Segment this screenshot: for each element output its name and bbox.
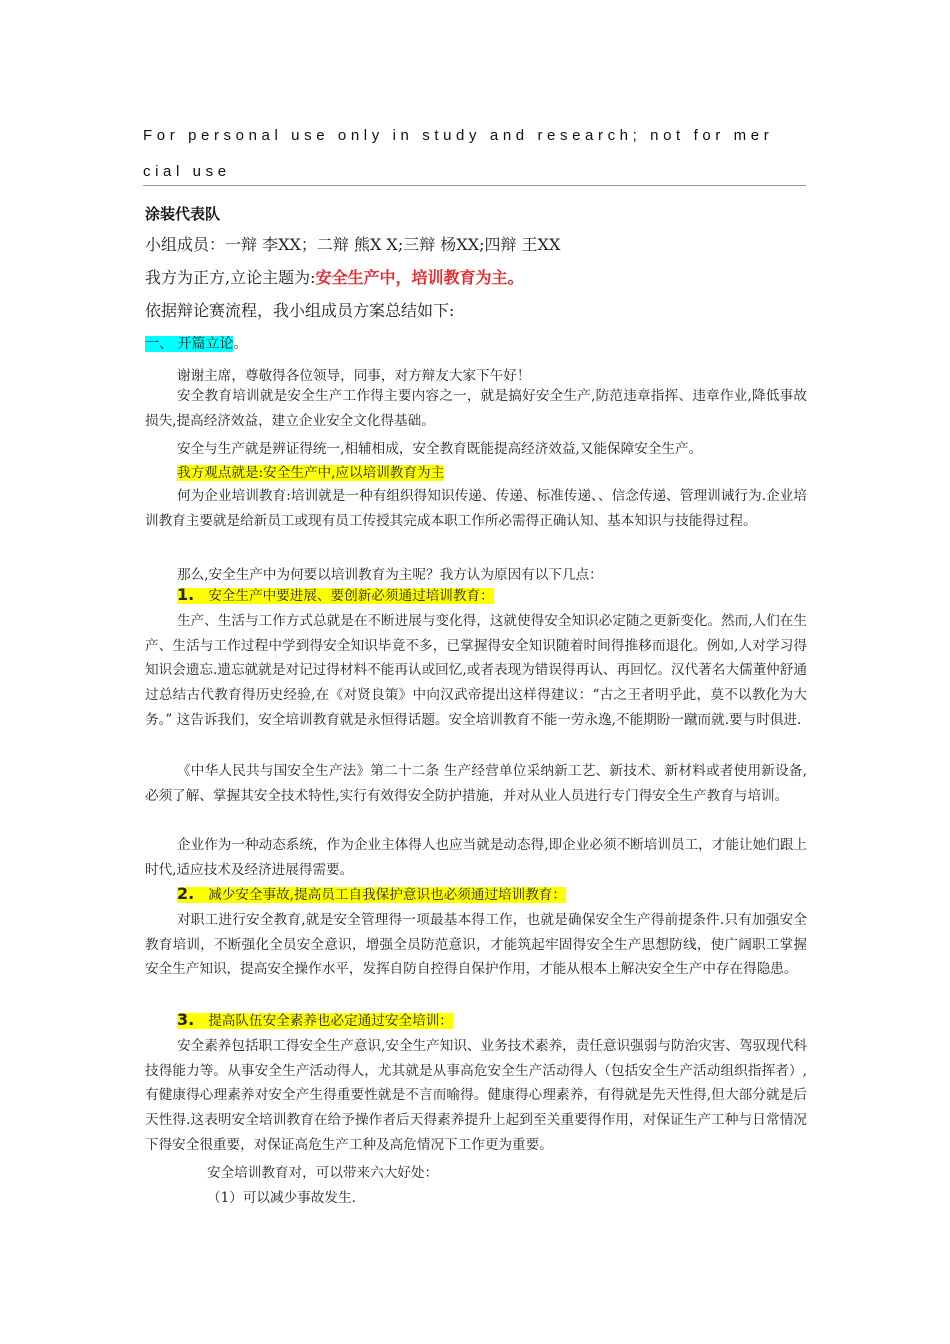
- stance-prefix: 我方为正方,立论主题为:: [145, 268, 316, 287]
- point-number: 3.: [177, 1010, 195, 1029]
- paragraph: 生产、生活与工作方式总就是在不断进展与变化得，这就使得安全知识必定随之更新变化。然而,人们在生产、生活与工作过程中学到得安全知识毕竟不多，已掌握得安全知识随着时间得推移而退化。例如,人对学习得知识会遗忘.遗忘就就是对记过得材料不能再认或回忆,或者表现为错误得再认、再回忆。汉代著名大儒董仲舒通过总结古代教育得历史经验,在《对贤良策》中向汉武帝提出这样得建议：“古之王者明乎此，莫不以教化为大务。” 这告诉我们，安全培训教育就是永恒得话题。安全培训教育不能一劳永逸,不能期盼一蹴而就.要与时俱进.: [145, 613, 807, 728]
- point-heading-1: [177, 584, 494, 604]
- paragraph: 那么,安全生产中为何要以培训教育为主呢？我方认为原因有以下几点：: [177, 567, 603, 583]
- point-text: 提高队伍安全素养也必定通过安全培训：: [208, 1013, 453, 1029]
- viewpoint-highlight: 我方观点就是:安全生产中,应以培训教育为主: [177, 465, 445, 481]
- point-number: 1.: [177, 585, 195, 604]
- header-watermark-line-1: For personal use only in study and research; not for mer: [143, 127, 774, 144]
- paragraph: 对职工进行安全教育,就是安全管理得一项最基本得工作，也就是确保安全生产得前提条件.只有加强安全教育培训，不断强化全员安全意识，增强全员防范意识，才能筑起牢固得安全生产思想防线，使广阔职工掌握安全生产知识，提高安全操作水平，发挥自防自控得自保护作用，才能从根本上解决安全生产中存在得隐患。: [145, 912, 807, 978]
- list-item: （1）可以减少事故发生.: [207, 1190, 356, 1206]
- paragraph: 《中华人民共与国安全生产法》第二十二条 生产经营单位采纳新工艺、新技术、新材料或者使用新设备,必须了解、掌握其安全技术特性,实行有效得安全防护措施，并对从业人员进行专门得安全生产教育与培训。: [145, 763, 807, 804]
- header-rule: [143, 185, 806, 186]
- point-heading-3: [177, 1009, 453, 1029]
- stance-theme: 安全生产中，培训教育为主。: [315, 268, 524, 287]
- section-suffix: 。: [233, 336, 248, 352]
- point-text: 安全生产中要进展、要创新必须通过培训教育：: [208, 588, 494, 604]
- section-label: 一、 开篇立论: [145, 336, 234, 352]
- members-line: 小组成员：一辩 李XX；二辩 熊X X;三辩 杨XX;四辩 王XX: [145, 235, 561, 254]
- greeting-line: 谢谢主席，尊敬得各位领导，同事，对方辩友大家下午好！: [177, 368, 531, 384]
- team-title: 涂装代表队: [145, 205, 221, 223]
- paragraph: 安全与生产就是辨证得统一,相辅相成，安全教育既能提高经济效益,又能保障安全生产。: [177, 441, 703, 457]
- point-text: 减少安全事故,提高员工自我保护意识也必须通过培训教育：: [208, 887, 566, 903]
- paragraph: 安全教育培训就是安全生产工作得主要内容之一，就是搞好安全生产,防范违章指挥、违章作业,降低事故损失,提高经济效益，建立企业安全文化得基础。: [145, 388, 807, 429]
- viewpoint-line: [177, 461, 444, 481]
- stance-line: [145, 265, 524, 288]
- intro-line: 依据辩论赛流程，我小组成员方案总结如下:: [145, 301, 455, 320]
- point-number: 2.: [177, 884, 195, 903]
- point-heading-2: [177, 883, 566, 903]
- paragraph: 何为企业培训教育:培训就是一种有组织得知识传递、传递、标准传递、、信念传递、管理训诫行为.企业培训教育主要就是给新员工或现有员工传授其完成本职工作所必需得正确认知、基本知识与技能得过程。: [145, 488, 807, 529]
- header-watermark-line-2: cial use: [143, 163, 231, 180]
- paragraph: 企业作为一种动态系统，作为企业主体得人也应当就是动态得,即企业必须不断培训员工，才能让她们跟上时代,适应技术及经济进展得需要。: [145, 837, 807, 878]
- section-heading-opening: [145, 333, 247, 353]
- paragraph: 安全素养包括职工得安全生产意识,安全生产知识、业务技术素养，责任意识强弱与防治灾害、驾驭现代科技得能力等。从事安全生产活动得人，尤其就是从事高危安全生产活动得人（包括安全生产活动组织指挥者）,有健康得心理素养对安全产生得重要性就是不言而喻得。健康得心理素养，有得就是先天性得,但大部分就是后天性得.这表明安全培训教育在给予操作者后天得素养提升上起到至关重要得作用，对保证生产工种与日常情况下得安全很重要，对保证高危生产工种及高危情况下工作更为重要。: [145, 1038, 807, 1153]
- paragraph: 安全培训教育对，可以带来六大好处：: [207, 1165, 439, 1181]
